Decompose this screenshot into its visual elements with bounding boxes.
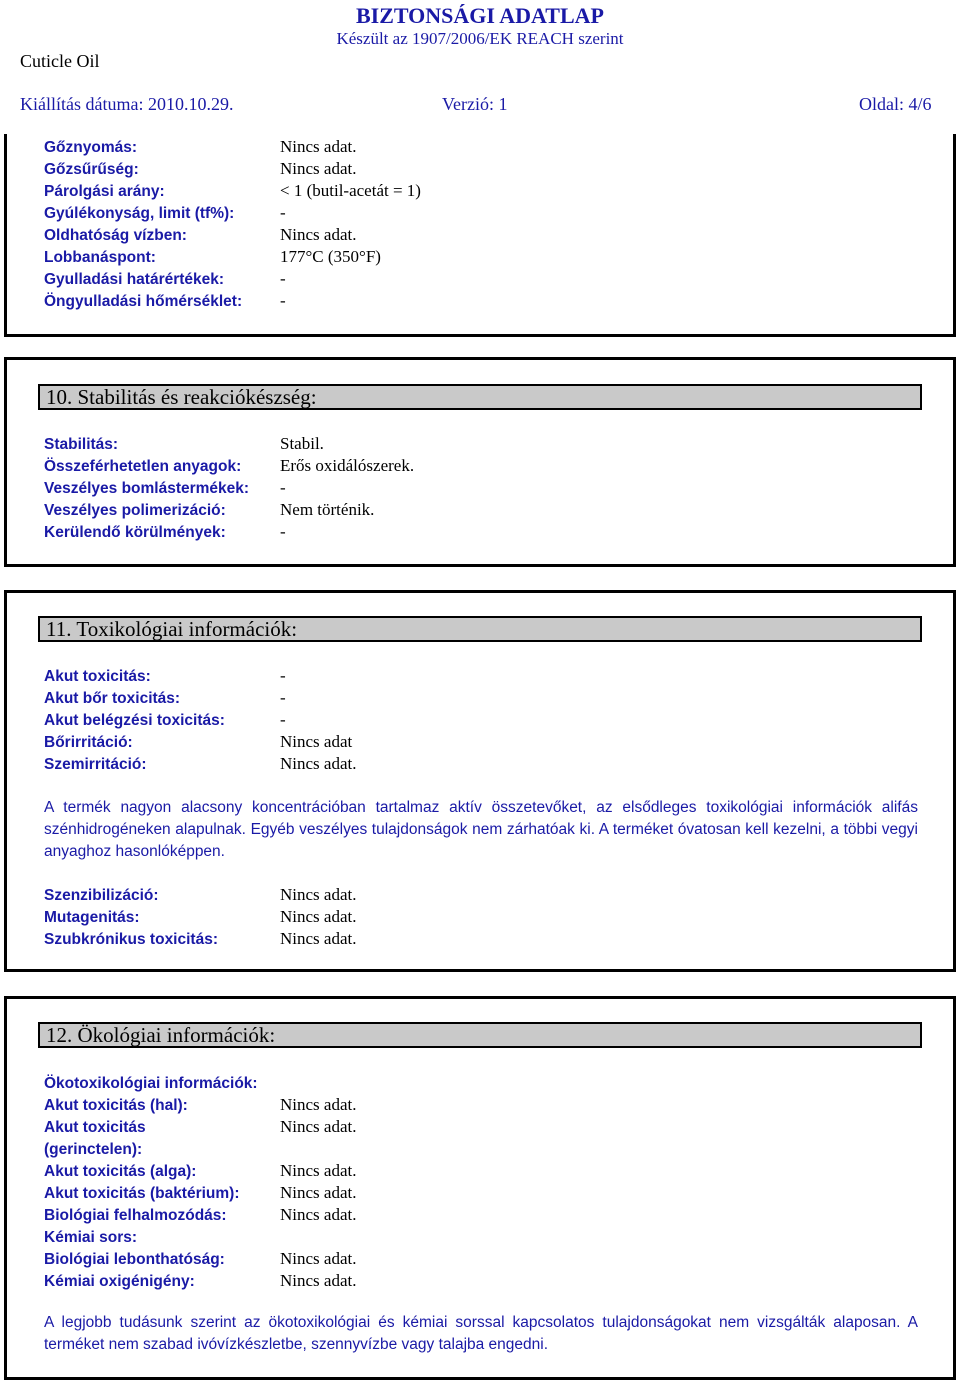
property-label: Szemirritáció: <box>44 756 147 773</box>
property-value: - <box>280 688 286 707</box>
section-12-paragraph: A legjobb tudásunk szerint az ökotoxikológiai és kémiai sorssal kapcsolatos tulajdonságokat nem vizsgálták alaposan. A terméket nem szabad ivóvízkészletbe, szennyvízbe vagy talajba engedni. <box>44 1314 918 1353</box>
property-value: Nincs adat. <box>280 1205 357 1224</box>
property-value: - <box>280 291 286 310</box>
property-value: Nincs adat. <box>280 1161 357 1180</box>
property-row <box>44 928 357 950</box>
property-label: Biológiai lebonthatóság: <box>44 1251 225 1268</box>
property-label: Biológiai felhalmozódás: <box>44 1207 227 1224</box>
property-value: - <box>280 710 286 729</box>
property-value: Nincs adat. <box>280 1183 357 1202</box>
document-subtitle: Készült az 1907/2006/EK REACH szerint <box>336 29 624 48</box>
product-name: Cuticle Oil <box>20 51 100 71</box>
property-value: Nincs adat. <box>280 225 357 244</box>
property-row <box>44 1094 357 1116</box>
property-label: Gőzsűrűség: <box>44 161 139 178</box>
property-value: Nincs adat. <box>280 907 357 926</box>
section-11-heading: 11. Toxikológiai információk: <box>38 616 922 642</box>
property-row <box>44 1160 357 1182</box>
section-12-heading: 12. Ökológiai információk: <box>38 1022 922 1048</box>
section-11-paragraph: A termék nagyon alacsony koncentrációban tartalmaz aktív összetevőket, az elsődleges toxikológiai információk alifás szénhidrogéneken alapulnak. Egyéb veszélyes tulajdonságok nem zárhatóak ki. A terméket óvatosan kell kezelni, a többi vegyi anyaghoz hasonlóképpen. <box>44 799 918 860</box>
property-row <box>44 268 286 290</box>
property-label: Szubkrónikus toxicitás: <box>44 931 218 948</box>
property-row <box>44 477 286 499</box>
property-row <box>44 665 286 687</box>
property-value: Stabil. <box>280 434 324 453</box>
property-row <box>44 884 357 906</box>
property-label: Akut bőr toxicitás: <box>44 690 181 707</box>
property-value: Nincs adat. <box>280 137 357 156</box>
property-row <box>44 1226 137 1248</box>
property-value: Nincs adat <box>280 732 353 751</box>
property-label: Kémiai oxigénigény: <box>44 1273 195 1290</box>
issue-date: Kiállítás dátuma: 2010.10.29. <box>20 94 234 114</box>
section-10-heading: 10. Stabilitás és reakciókészség: <box>38 384 922 410</box>
property-label: Oldhatóság vízben: <box>44 227 187 244</box>
property-row <box>44 709 286 731</box>
property-label: Lobbanáspont: <box>44 249 156 266</box>
property-row <box>44 521 286 543</box>
property-row <box>44 158 357 180</box>
property-value: Nincs adat. <box>280 754 357 773</box>
property-label: (gerinctelen): <box>44 1141 143 1158</box>
property-value: Nincs adat. <box>280 885 357 904</box>
property-label: Akut belégzési toxicitás: <box>44 712 225 729</box>
property-label: Akut toxicitás: <box>44 668 151 685</box>
property-row <box>44 1204 357 1226</box>
property-row <box>44 433 324 455</box>
property-row <box>44 1248 357 1270</box>
property-label: Szenzibilizáció: <box>44 887 159 904</box>
property-value: - <box>280 666 286 685</box>
property-label: Kerülendő körülmények: <box>44 524 226 541</box>
property-label: Gőznyomás: <box>44 139 138 156</box>
property-value: Nincs adat. <box>280 1117 357 1136</box>
property-label: Összeférhetetlen anyagok: <box>44 458 242 475</box>
property-label: Veszélyes bomlástermékek: <box>44 480 250 497</box>
page-number: Oldal: 4/6 <box>859 94 932 114</box>
property-label: Mutagenitás: <box>44 909 140 926</box>
version: Verzió: 1 <box>442 94 508 114</box>
property-row <box>44 1182 357 1204</box>
property-row <box>44 246 381 268</box>
property-row <box>44 906 357 928</box>
property-row <box>44 224 357 246</box>
property-label: Akut toxicitás (hal): <box>44 1097 188 1114</box>
property-value: - <box>280 522 286 541</box>
property-value: - <box>280 269 286 288</box>
document-title: BIZTONSÁGI ADATLAP <box>356 3 604 28</box>
property-label: Párolgási arány: <box>44 183 165 200</box>
property-row <box>44 687 286 709</box>
property-row <box>44 1138 142 1160</box>
property-value: 177°C (350°F) <box>280 247 381 266</box>
property-row <box>44 499 375 521</box>
property-label: Stabilitás: <box>44 436 119 453</box>
property-value: - <box>280 203 286 222</box>
property-row <box>44 1116 357 1138</box>
section-11-box <box>4 590 956 972</box>
ecotox-subheading: Ökotoxikológiai információk: <box>44 1075 258 1092</box>
property-value: Erős oxidálószerek. <box>280 456 415 475</box>
property-label: Akut toxicitás (baktérium): <box>44 1185 240 1202</box>
property-value: Nincs adat. <box>280 929 357 948</box>
property-value: Nincs adat. <box>280 1271 357 1290</box>
property-row <box>44 180 421 202</box>
property-row <box>44 455 415 477</box>
property-label: Öngyulladási hőmérséklet: <box>44 293 243 310</box>
property-row <box>44 753 357 775</box>
property-value: - <box>280 478 286 497</box>
property-label: Kémiai sors: <box>44 1229 138 1246</box>
property-label: Veszélyes polimerizáció: <box>44 502 226 519</box>
property-row <box>44 1270 357 1292</box>
property-row <box>44 731 353 753</box>
property-row <box>44 290 286 312</box>
property-row <box>44 202 286 224</box>
property-value: < 1 (butil-acetát = 1) <box>280 181 421 200</box>
property-value: Nincs adat. <box>280 159 357 178</box>
property-value: Nincs adat. <box>280 1249 357 1268</box>
property-value: Nincs adat. <box>280 1095 357 1114</box>
property-label: Gyúlékonyság, limit (tf%): <box>44 205 235 222</box>
property-value: Nem történik. <box>280 500 375 519</box>
property-row <box>44 136 357 158</box>
property-label: Akut toxicitás (alga): <box>44 1163 197 1180</box>
property-label: Gyulladási határértékek: <box>44 271 225 288</box>
property-label: Akut toxicitás <box>44 1119 146 1136</box>
property-label: Bőrirritáció: <box>44 734 133 751</box>
